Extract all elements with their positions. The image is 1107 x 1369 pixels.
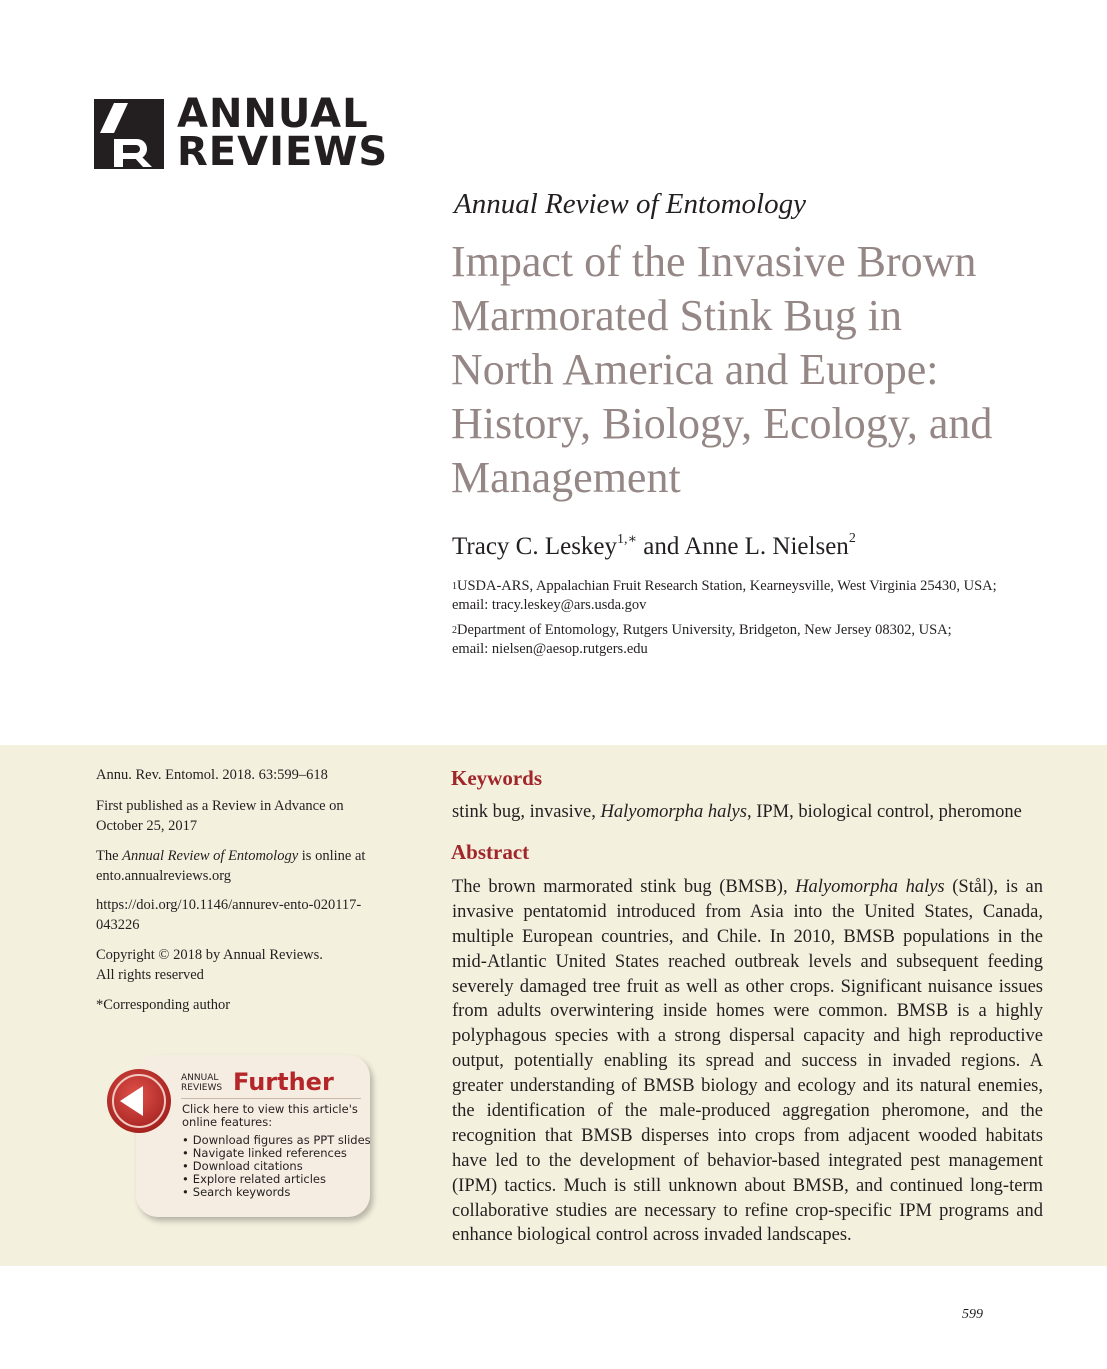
journal-name: Annual Review of Entomology bbox=[454, 188, 806, 220]
publication-date-line: First published as a Review in Advance on bbox=[96, 798, 344, 814]
affiliation-2 bbox=[452, 621, 1072, 659]
author-list bbox=[452, 533, 856, 561]
author-superscript: 1,∗ bbox=[617, 532, 638, 547]
citation: Annu. Rev. Entomol. 2018. 63:599–618 bbox=[96, 767, 328, 783]
ar-logo-mark-icon bbox=[94, 99, 164, 169]
further-arrow-icon[interactable] bbox=[106, 1068, 172, 1134]
abstract-line bbox=[452, 875, 1043, 900]
keywords-heading: Keywords bbox=[451, 766, 542, 790]
abstract-line: severely damaged tree fruit as well as other crops. Significant nuisance issues bbox=[452, 976, 1043, 997]
affiliation-number: 2 bbox=[452, 625, 457, 636]
doi-link[interactable]: 043226 bbox=[96, 916, 140, 933]
author-name: Anne L. Nielsen bbox=[684, 533, 849, 560]
logo-word-reviews: REVIEWS bbox=[177, 129, 389, 175]
author-conjunction: and bbox=[637, 533, 685, 560]
abstract-line: multiple European countries, and Chile. In 2010, BMSB populations in the bbox=[452, 926, 1043, 947]
abstract-species: Halyomorpha halys bbox=[795, 877, 945, 897]
further-feature-item[interactable]: • Download citations bbox=[182, 1160, 371, 1173]
title-line: History, Biology, Ecology, and bbox=[451, 399, 993, 448]
affiliation-number: 1 bbox=[452, 581, 457, 592]
logo-word-annual: ANNUAL bbox=[177, 91, 369, 137]
doi bbox=[96, 896, 396, 935]
publication-date-line: October 25, 2017 bbox=[96, 817, 198, 834]
journal-url-link[interactable]: ento.annualreviews.org bbox=[96, 867, 232, 884]
online-text: is online at bbox=[298, 848, 366, 864]
further-title: Further bbox=[233, 1068, 334, 1096]
abstract-line: mid-Atlantic United States reached outbreak levels and subsequent feeding bbox=[452, 951, 1043, 972]
abstract-line: recognition that BMSB disperses into crops from adjacent wooded habitats bbox=[452, 1125, 1043, 1146]
annual-reviews-logo bbox=[94, 91, 389, 175]
further-features-list bbox=[182, 1134, 371, 1199]
author-superscript: 2 bbox=[848, 531, 856, 546]
copyright-line: Copyright © 2018 by Annual Reviews. bbox=[96, 947, 323, 963]
abstract-text: (Stål), is an bbox=[944, 877, 1043, 897]
abstract-line: invasive pentatomid introduced from Asia into the United States, Canada, bbox=[452, 901, 1043, 922]
abstract-line: output, potentially enabling its spread and success in invaded regions. A bbox=[452, 1051, 1043, 1072]
further-feature-item[interactable]: • Explore related articles bbox=[182, 1173, 371, 1186]
corresponding-author-note: *Corresponding author bbox=[96, 997, 231, 1013]
affiliation-email[interactable]: email: tracy.leskey@ars.usda.gov bbox=[452, 597, 647, 613]
title-line: Management bbox=[451, 453, 681, 502]
doi-link[interactable]: https://doi.org/10.1146/annurev-ento-020117- bbox=[96, 897, 362, 913]
abstract-heading: Abstract bbox=[451, 840, 530, 864]
abstract-body bbox=[452, 875, 1043, 1248]
article-title bbox=[451, 235, 1091, 505]
further-feature-item[interactable]: • Download figures as PPT slides bbox=[182, 1134, 371, 1147]
copyright-line: All rights reserved bbox=[96, 966, 204, 983]
title-line: North America and Europe: bbox=[451, 345, 939, 394]
further-feature-item[interactable]: • Search keywords bbox=[182, 1186, 371, 1199]
abstract-line: polyphagous species with a strong dispersal capacity and high reproductive bbox=[452, 1026, 1043, 1047]
keywords-species: Halyomorpha halys bbox=[600, 802, 747, 822]
page-number: 599 bbox=[962, 1307, 983, 1322]
further-brand-line: ANNUAL bbox=[181, 1073, 219, 1083]
title-line: Marmorated Stink Bug in bbox=[451, 291, 902, 340]
affiliation-email[interactable]: email: nielsen@aesop.rutgers.edu bbox=[452, 641, 648, 657]
abstract-line: from adults overwintering inside homes were common. BMSB is a highly bbox=[452, 1001, 1043, 1022]
abstract-line: enhance biological control across invaded landscapes. bbox=[452, 1225, 852, 1246]
further-brand bbox=[181, 1073, 222, 1093]
affiliation-text: USDA-ARS, Appalachian Fruit Research Station, Kearneysville, West Virginia 25430, USA; bbox=[457, 578, 997, 594]
abstract-line: the identification of the male-produced aggregation pheromone, and the bbox=[452, 1101, 1043, 1122]
further-divider bbox=[181, 1098, 361, 1099]
author-name: Tracy C. Leskey bbox=[452, 533, 618, 560]
abstract-line: (IPM) tactics. Much is still unknown about BMSB, and continued long-term bbox=[452, 1175, 1043, 1196]
further-description-text: to view this article's online features: bbox=[182, 1102, 358, 1129]
click-here-link[interactable]: Click here bbox=[182, 1102, 239, 1116]
affiliation-1 bbox=[452, 577, 1072, 615]
further-description bbox=[182, 1103, 362, 1128]
publication-date bbox=[96, 797, 396, 836]
abstract-line: collaborative studies are necessary to refine crop-specific IPM programs and bbox=[452, 1200, 1043, 1221]
affiliation-text: Department of Entomology, Rutgers University, Bridgeton, New Jersey 08302, USA; bbox=[457, 622, 952, 638]
keywords-text: stink bug, invasive, bbox=[452, 802, 601, 822]
online-text: The bbox=[96, 848, 123, 864]
keywords-text: , IPM, biological control, pheromone bbox=[746, 802, 1022, 822]
abstract-line: greater understanding of BMSB biology and ecology and its natural enemies, bbox=[452, 1076, 1043, 1097]
abstract-text: The brown marmorated stink bug (BMSB), bbox=[452, 877, 796, 897]
abstract-line: have led to the development of behavior-based integrated pest management bbox=[452, 1150, 1043, 1171]
further-brand-line: REVIEWS bbox=[181, 1083, 223, 1093]
title-line: Impact of the Invasive Brown bbox=[451, 237, 977, 286]
keywords-list bbox=[452, 802, 1022, 823]
online-info bbox=[96, 847, 396, 886]
online-journal: Annual Review of Entomology bbox=[122, 848, 299, 864]
further-feature-item[interactable]: • Navigate linked references bbox=[182, 1147, 371, 1160]
copyright bbox=[96, 946, 396, 985]
